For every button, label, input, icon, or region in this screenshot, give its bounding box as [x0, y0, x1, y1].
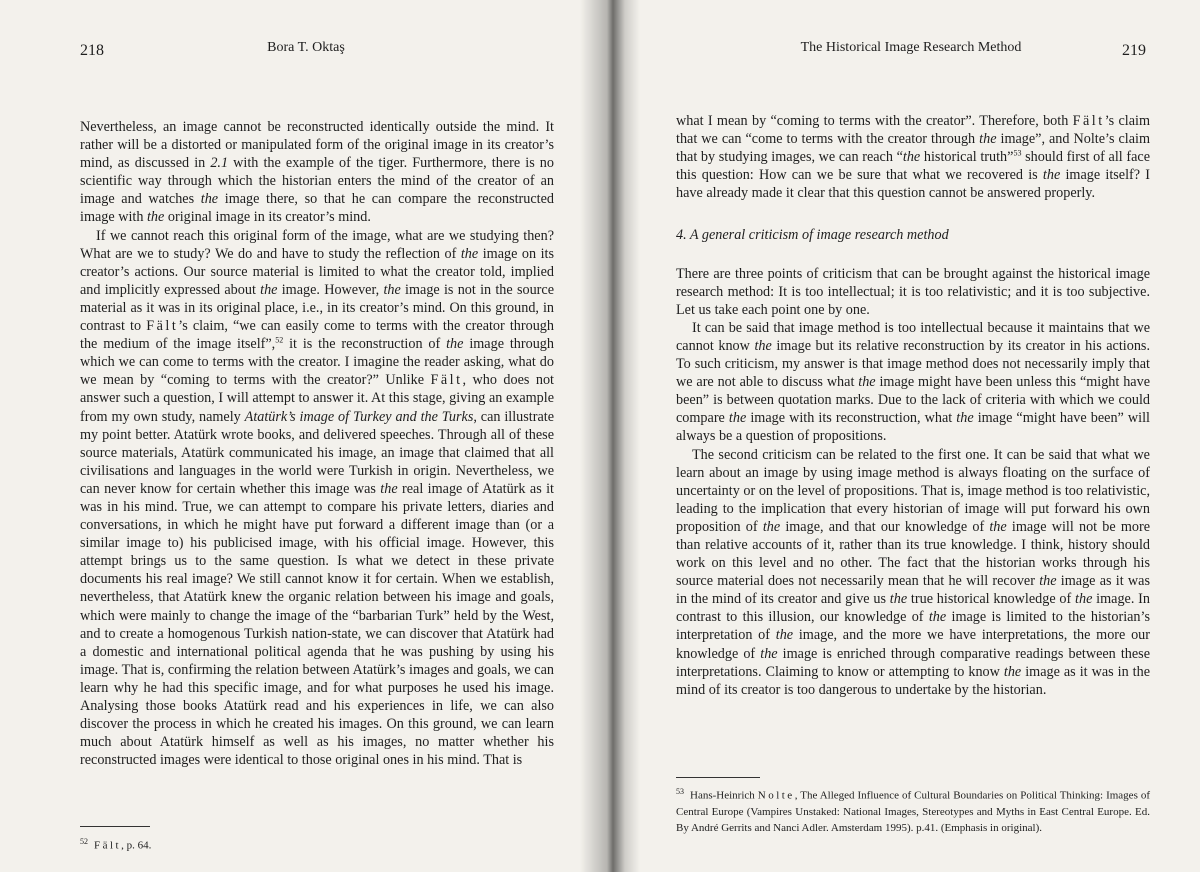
left-body-text — [80, 118, 554, 769]
footnote-rule — [676, 777, 760, 778]
paragraph: The second criticism can be related to the first one. It can be said that what we learn about an image by using image method is always floating on the surface of uncertainty or on the level of propositions. That is, image method is too relativistic, leading to the implication that every historian of image will put forward his own proposition of the image, and that our knowledge of the image will not be more than relative accounts of it, rather than its true knowledge. I think, history should work on this level and no other. The fact that the historian works through his source material does not necessarily mean that he will recover the image as it was in the mind of its creator and give us the true historical knowledge of the image. In contrast to this illusion, our knowledge of the image is limited to the historian’s interpretation of the image, and the more we have interpretations, the more our knowledge of the image is enriched through comparative readings between these interpretations. Claiming to know or attempting to know the image as it was in the mind of its creator is too dangerous to undertake by the historian. — [676, 446, 1150, 698]
footnote-52: $^{52}$ Fält, p. 64. — [80, 837, 152, 852]
right-body-text — [676, 112, 1150, 699]
page-number-right: 219 — [1122, 42, 1146, 59]
paragraph: There are three points of criticism that can be brought against the historical image research method: It is too intellectual; it is too relativistic; and it is too subjective. Let us take each point one by one. — [676, 265, 1150, 318]
section-heading: 4. A general criticism of image research method — [676, 227, 949, 244]
paragraph: If we cannot reach this original form of the image, what are we studying then? What are we to study? We do and have to study the reflection of the image on its creator’s actions. Our source material is limited to what the creator told, implied and implicitly expressed about the image. However, the image is not in the source material as it was in its original place, i.e., in its creator’s mind. On this ground, in contrast to Fält’s claim, “we can easily come to terms with the creator through the medium of the image itself”,$^{52}$ it is the reconstruction of the image through which we can come to terms with the creator. I imagine the reader asking, what do we mean by “coming to terms with the creator?” Unlike Fält, who does not answer such a question, I will attempt to answer it. At this stage, giving an example from my own study, namely Atatürk’s image of Turkey and the Turks, can illustrate my point better. Atatürk wrote books, and delivered speeches. Through all of these source materials, Atatürk communicated his image, an image that claimed that all civilisations and languages in the world were Turkish in origin. Nevertheless, we can never know for certain whether this image was the real image of Atatürk as it was in his mind. True, we can attempt to compare his private letters, diaries and conversations, in which he might have put forward a different image than (or a similar image to) his publicised image, with his official image. However, this attempt brings us to the same question. Is what we detect in these private documents his real image? We still cannot know it for certain. When we establish, nevertheless, that Atatürk knew the organic relation between his image and goals, which were mainly to change the image of the “barbarian Turk” held by the West, and to create a homogenous Turkish nation-state, we can discover that Atatürk had a domestic and international political agenda that he was pushing by using his image. That is, confirming the relation between Atatürk’s images and goals, we can learn why he had this specific image, and for what purposes he used his image. Analysing those books Atatürk read and his experiences in life, we can also discover the process in which he created his images. On this ground, we can learn much about Atatürk himself as well as his images, no matter whether his reconstructed images were identical to those original ones in his mind. That is — [80, 227, 554, 769]
paragraph: It can be said that image method is too intellectual because it maintains that we cannot know the image but its relative reconstruction by its creator in his actions. To such criticism, my answer is that image method does not necessarily imply that we are not able to discuss what the image might have been unless this “might have been” is between quotation marks. Due to the lack of criteria with which we could compare the image with its reconstruction, what the image “might have been” will always be a question of propositions. — [676, 319, 1150, 445]
running-head-right: The Historical Image Research Method — [800, 40, 1022, 55]
page-number-left: 218 — [80, 42, 104, 59]
footnote-rule — [80, 826, 150, 827]
right-page — [612, 0, 1200, 872]
paragraph: Nevertheless, an image cannot be reconstructed identically outside the mind. It rather will be a distorted or manipulated form of the original image in its creator’s mind, as discussed in 2.1 with the example of the tiger. Furthermore, there is no scientific way through which the historian enters the mind of the creator of an image and watches the image there, so that he can compare the reconstructed image with the original image in its creator’s mind. — [80, 119, 554, 226]
paragraph: what I mean by “coming to terms with the creator”. Therefore, both Fält’s claim that we can “come to terms with the creator through the image”, and Nolte’s claim that by studying images, we can reach “the historical truth”$^{53}$ should first of all face this question: How can we be sure that what we recovered is the image itself? I have already made it clear that this question cannot be answered properly. — [676, 113, 1151, 202]
running-head-left: Bora T. Oktaş — [267, 40, 345, 55]
footnote-53: $^{53}$ Hans-Heinrich Nolte, The Alleged Influence of Cultural Boundaries on Political Thinking: Images of Central Europe (Vampires Unstaked: National Images, Stereotypes and Myths in East Central Europe. Ed. By André Gerrits and Nanci Adler. Amsterdam 1995). p.41. (Emphasis in original). — [676, 787, 1150, 834]
